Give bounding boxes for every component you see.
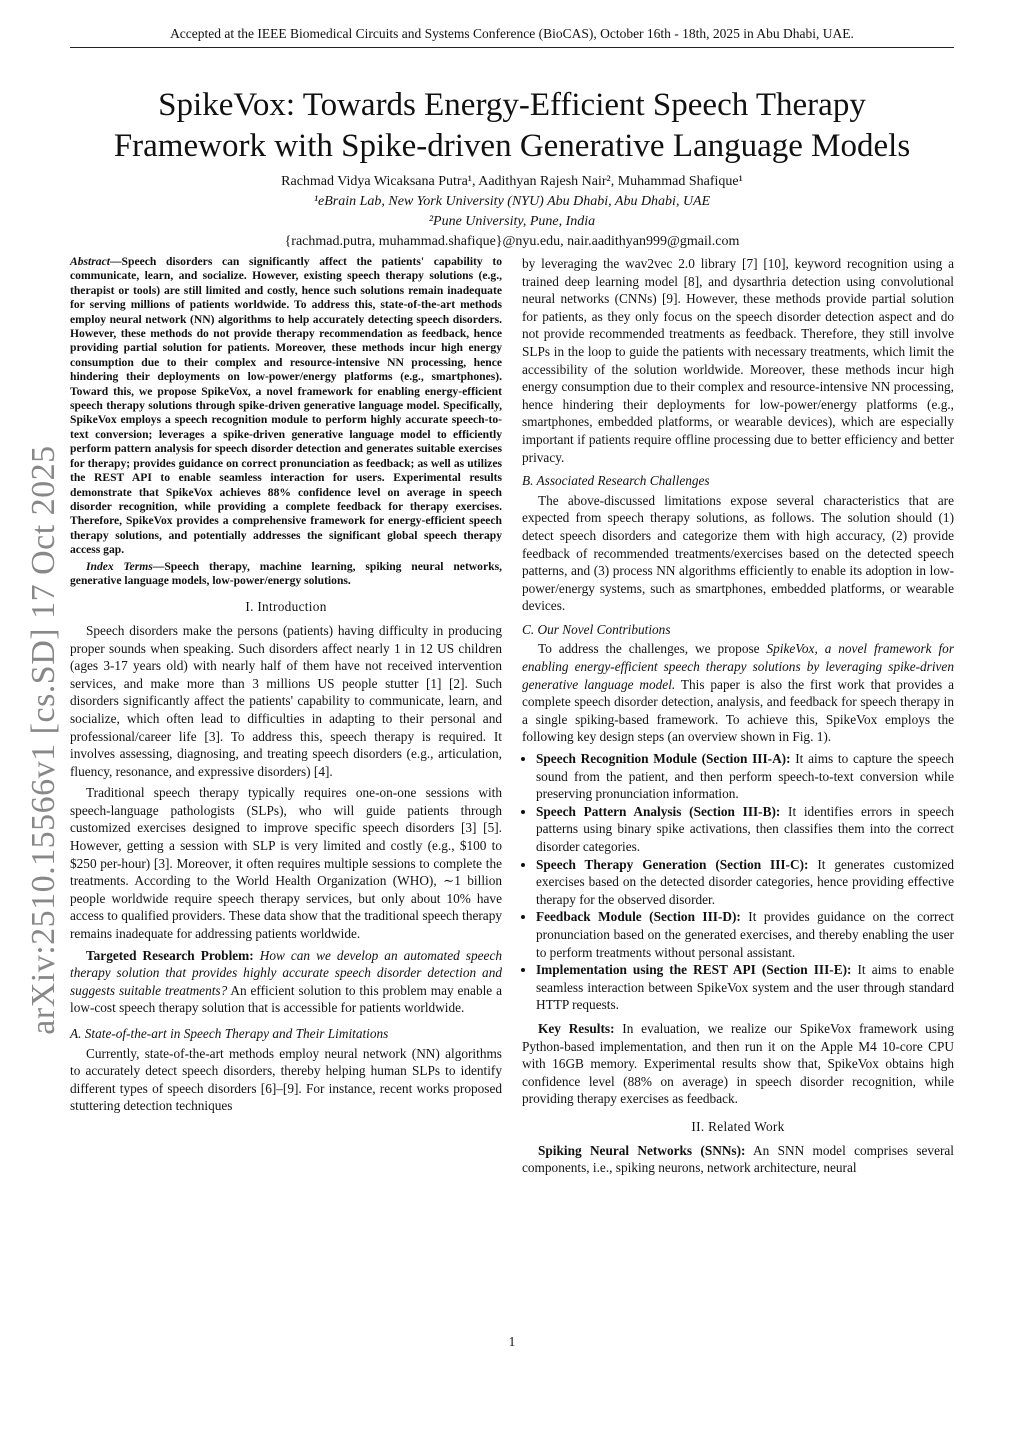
list-item-text: It generates customized exercises based on the detected disorder categories, hence providing effective therapy for the observed disorder. [536, 856, 954, 907]
author-block [70, 172, 954, 252]
section-heading-introduction: I. Introduction [245, 599, 327, 615]
author-emails: {rachmad.putra, muhammad.shafique}@nyu.edu, nair.aadithyan999@gmail.com [284, 234, 740, 249]
author-names: Rachmad Vidya Wicaksana Putra¹, Aadithyan Rajesh Nair², Muhammad Shafique¹ [281, 174, 743, 189]
contributions-intro [522, 640, 954, 746]
snn-paragraph [522, 1142, 954, 1177]
list-item-text: It aims to enable seamless interaction between SpikeVox system and the user through standard HTTP requests. [536, 962, 954, 1013]
page-number: 1 [508, 1334, 516, 1349]
research-problem-rest: An efficient solution to this problem may enable a low-cost speech therapy solution that is accessible for patients worldwide. [70, 982, 502, 1016]
snn-label: Spiking Neural Networks (SNNs): [538, 1142, 746, 1158]
abstract-label: Abstract [70, 255, 110, 268]
subsection-heading-a: A. State-of-the-art in Speech Therapy and Their Limitations [70, 1026, 389, 1041]
contributions-list [522, 750, 954, 1014]
index-terms-label: Index Terms [86, 559, 153, 573]
index-terms [70, 560, 502, 589]
list-item-text: It identifies errors in speech patterns using binary spike activations, then classifies them into the correct disorder categories. [536, 803, 954, 854]
index-terms-text: —Speech therapy, machine learning, spiking neural networks, generative language models, low-power/energy solutions. [70, 559, 502, 587]
left-column [70, 255, 502, 1115]
conference-note: Accepted at the IEEE Biomedical Circuits and Systems Conference (BioCAS), October 16th - 18th, 2025 in Abu Dhabi, UAE. [170, 26, 854, 41]
list-item-label: Speech Pattern Analysis (Section III-B): [536, 803, 781, 819]
list-item-label: Implementation using the REST API (Section III-E): [536, 962, 852, 978]
research-problem-label: Targeted Research Problem: [86, 947, 254, 963]
arxiv-identifier: arXiv:2510.15566v1 [cs.SD] 17 Oct 2025 [25, 445, 62, 1035]
abstract [70, 255, 502, 558]
key-results-paragraph [522, 1020, 954, 1108]
key-results-label: Key Results: [538, 1020, 615, 1036]
intro-paragraph-2: Traditional speech therapy typically requires one-on-one sessions with speech-language pathologists (SLPs), who will guide patients through customized exercises designed to improve specific speech disorders [3] [5]. However, getting a session with SLP is very limited and costly (e.g., $100 to $250 per-hour) [3]. Moreover, it often requires multiple sessions to complete the treatments. According to the World Health Organization (WHO), ∼1 billion people worldwide require speech therapy services, but only about 10% have access to qualified providers. These data show that the traditional speech therapy remains inadequate for addressing patients worldwide. [70, 785, 502, 942]
subsection-heading-c: C. Our Novel Contributions [522, 621, 671, 637]
contributions-intro-a: To address the challenges, we propose [538, 641, 767, 657]
subsection-b-paragraph: The above-discussed limitations expose several characteristics that are expected from speech therapy solutions, as follows. The solution should (1) detect speech disorders and categorize them with high accuracy, (2) provide feedback of recommended treatments/exercises based on the detected speech patterns, and (3) process NN algorithms efficiently to enable its adoption in low-power/energy systems, such as smartphones, embedded platforms, or wearable devices. [522, 492, 954, 614]
list-item-text: It aims to capture the speech sound from the patient, and then perform speech-to-text conversion while preserving pronunciation information. [536, 751, 954, 802]
right-column [522, 255, 954, 1177]
contributions-intro-b: SpikeVox, a novel framework for enabling energy-efficient speech therapy solutions by leveraging spike-driven generative language model. [522, 641, 954, 692]
abstract-text: —Speech disorders can significantly affect the patients' capability to communicate, learn, and socialize. However, existing speech therapy solutions (e.g., therapist or tools) are still limited and costly, hence such solutions remain inadequate for serving millions of patients worldwide. To address this, state-of-the-art methods employ neural network (NN) algorithms to help accurately detecting speech disorders. However, these methods do not provide therapy recommendation as feedback, hence providing partial solution for patients. Moreover, these methods incur high energy consumption due to their complex and resource-intensive NN processing, hence hindering their deployments on low-power/energy platforms (e.g., smartphones). Toward this, we propose SpikeVox, a novel framework for enabling energy-efficient speech therapy solutions through spike-driven generative language model. Specifically, SpikeVox employs a speech recognition module to perform highly accurate speech-to-text conversion; leverages a spike-driven generative language model to efficiently perform pattern analysis for speech disorder detection and generates suitable exercises for therapy; provides guidance on correct pronunciation as feedback; as well as utilizes the REST API to enable seamless interaction for users. Experimental results demonstrate that SpikeVox achieves 88% confidence level on average in speech disorder recognition, while providing a complete feedback for therapy exercises. Therefore, SpikeVox provides a comprehensive framework for energy-efficient speech therapy solutions, and potentially addresses the significant global speech therapy access gap. [70, 255, 502, 557]
paper-title [70, 85, 954, 167]
research-problem-paragraph [70, 947, 502, 1017]
list-item-label: Feedback Module (Section III-D): [536, 909, 741, 925]
list-item [536, 856, 954, 909]
intro-paragraph-1: Speech disorders make the persons (patients) having difficulty in producing proper sounds when speaking. Such disorders affect nearly 1 in 12 US children (ages 3-17 years old) with nearly half of them have not received intervention services, and make more than 3 millions US people stutter [1] [2]. Such disorders significantly affect the patients' capability to communicate, learn, and socialize, which often lead to difficulties in adapting to their personal and professional/career life [3]. To address this, speech therapy is required. It involves assessing, diagnosing, and treating speech disorders (e.g., articulation, fluency, resonance, and expressive disorders) [4]. [70, 622, 502, 779]
research-problem-question: How can we develop an automated speech therapy solution that provides highly accurate speech disorder detection and suggests suitable treatments? [70, 947, 502, 998]
list-item [536, 750, 954, 803]
list-item-label: Speech Therapy Generation (Section III-C): [536, 856, 809, 872]
subsection-heading-b: B. Associated Research Challenges [522, 473, 710, 489]
snn-text: An SNN model comprises several components, i.e., spiking neurons, network architecture, neural [522, 1142, 954, 1176]
title-line-2: Framework with Spike-driven Generative Language Models [113, 128, 911, 164]
affiliation-2: ²Pune University, Pune, India [428, 214, 596, 229]
contributions-intro-c: This paper is also the first work that provides a complete speech disorder detection, analysis, and feedback for speech therapy in a single spiking-based framework. To achieve this, SpikeVox employs the following key design steps (an overview shown in Fig. 1). [522, 676, 954, 745]
subsection-a-paragraph: Currently, state-of-the-art methods employ neural network (NN) algorithms to accurately detect speech disorders, thereby helping human SLPs to identify different types of speech disorders [6]–[9]. For instance, recent works proposed stuttering detection techniques [70, 1045, 502, 1114]
header-rule [70, 47, 954, 48]
section-heading-related-work: II. Related Work [691, 1118, 785, 1134]
affiliation-1: ¹eBrain Lab, New York University (NYU) Abu Dhabi, Abu Dhabi, UAE [313, 194, 711, 209]
related-methods-paragraph: by leveraging the wav2vec 2.0 library [7] [10], keyword recognition using a trained deep learning model [8], and dysarthria detection using convolutional neural networks (CNNs) [9]. However, these methods provide partial solution for patients, as they only focus on the speech disorder detection aspect and do not provide recommended treatments as feedback. Therefore, they still involve SLPs in the loop to guide the patients with necessary treatments, which limit the accessibility of the solution worldwide. Moreover, these methods incur high energy consumption due to their complex and resource-intensive NN processing, hence hindering their deployments for low-power/energy platforms (e.g., smartphones, embedded platforms, or wearable devices), which are especially important if patients require offline processing due to better efficiency and better privacy. [522, 256, 954, 465]
list-item-text: It provides guidance on the correct pronunciation based on the generated exercises, and thereby enabling the user to perform treatments without personal assistant. [536, 909, 954, 960]
key-results-text: In evaluation, we realize our SpikeVox framework using Python-based implementation, and then run it on the Apple M4 10-core CPU with 16GB memory. Experimental results show that, SpikeVox obtains high confidence level (88% on average) in speech disorder recognition, while providing therapy exercises as feedback. [522, 1020, 954, 1107]
list-item [536, 908, 954, 961]
title-line-1: SpikeVox: Towards Energy-Efficient Speech Therapy [158, 87, 866, 123]
list-item-label: Speech Recognition Module (Section III-A): [536, 751, 791, 767]
list-item [536, 803, 954, 856]
list-item [536, 961, 954, 1014]
